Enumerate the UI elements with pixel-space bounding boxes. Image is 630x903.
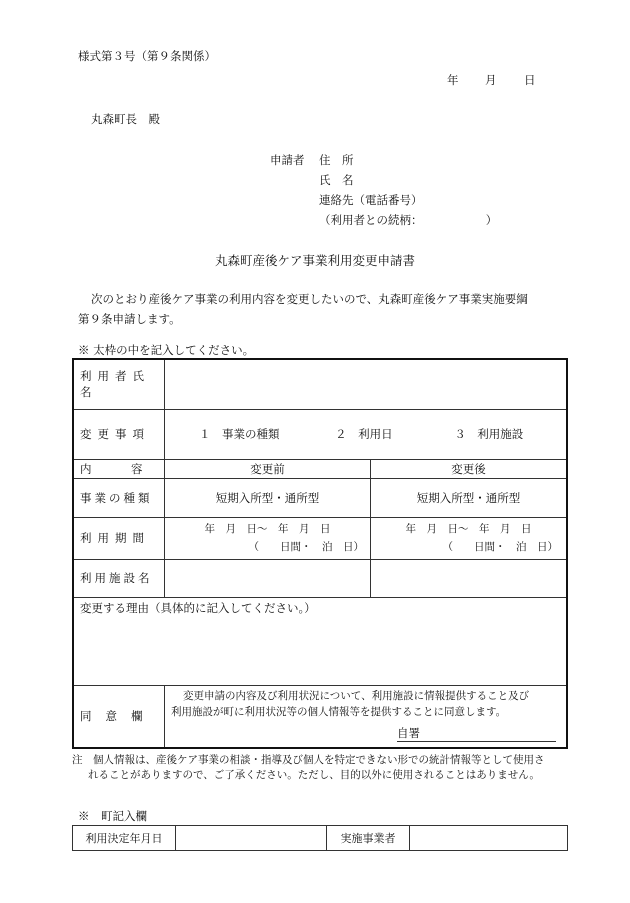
reason-label: 変更する理由（具体的に記入してください。） [80, 600, 316, 615]
town-section-title: ※ 町記入欄 [78, 809, 147, 823]
facility-after[interactable] [371, 559, 568, 597]
change-option-date[interactable]: ２ 利用日 [335, 427, 393, 441]
applicant-address-label: 住 所 [319, 153, 354, 167]
period-before-days: （ 日間・ 泊 日） [248, 541, 364, 553]
user-name-field[interactable] [165, 359, 568, 409]
form-number: 様式第３号（第９条関係） [78, 49, 216, 63]
period-after[interactable] [371, 517, 568, 559]
document-title: 丸森町産後ケア事業利用変更申請書 [214, 253, 415, 268]
applicant-relation-label: （利用者との続柄： ） [319, 213, 498, 227]
body-line-1: 次のとおり産後ケア事業の利用内容を変更したいので、丸森町産後ケア事業実施要綱 [91, 292, 528, 306]
after-header: 変更後 [371, 459, 568, 478]
date-day: 日 [524, 73, 536, 87]
decision-date-field[interactable] [176, 826, 327, 851]
period-after-days: （ 日間・ 泊 日） [442, 541, 558, 553]
change-item-label: 変更事項 [73, 409, 165, 459]
period-before-dates: 年 月 日～ 年 月 日 [204, 523, 331, 535]
date-year: 年 [447, 73, 459, 87]
change-option-facility[interactable]: ３ 利用施設 [454, 427, 524, 441]
body-line-2: 第９条申請します。 [78, 312, 181, 326]
date-month: 月 [485, 73, 497, 87]
service-type-label: 事業の種類 [73, 478, 165, 517]
note-line-1: 注 個人情報は、産後ケア事業の相談・指導及び個人を特定できない形での統計情報等として使用さ [72, 754, 545, 766]
service-type-before[interactable]: 短期入所型・通所型 [165, 478, 371, 517]
content-label: 内 容 [73, 459, 165, 478]
consent-text-2: 利用施設が町に利用状況等の個人情報等を提供することに同意します。 [171, 705, 507, 718]
period-after-dates: 年 月 日～ 年 月 日 [405, 523, 532, 535]
consent-label: 同意欄 [73, 685, 165, 748]
provider-label: 実施事業者 [327, 826, 410, 851]
facility-label: 利用施設名 [73, 559, 165, 597]
service-type-after[interactable]: 短期入所型・通所型 [371, 478, 568, 517]
period-label: 利用期間 [73, 517, 165, 559]
decision-date-label: 利用決定年月日 [73, 826, 176, 851]
signature-label: 自署 [397, 726, 420, 740]
provider-field[interactable] [410, 826, 568, 851]
applicant-label: 申請者 [270, 153, 305, 167]
addressee: 丸森町長 殿 [91, 112, 160, 126]
town-entry-table [72, 825, 568, 851]
application-form-table [72, 358, 568, 749]
instruction: ※ 太枠の中を記入してください。 [78, 343, 255, 357]
signature-line[interactable] [397, 725, 556, 742]
before-header: 変更前 [165, 459, 371, 478]
period-before[interactable] [165, 517, 371, 559]
consent-field[interactable] [165, 685, 568, 748]
reason-field[interactable] [73, 597, 567, 685]
applicant-contact-label: 連絡先（電話番号） [319, 193, 423, 207]
note-line-2: れることがありますので、ご了承ください。ただし、目的以外に使用されることはありません。 [88, 769, 540, 781]
applicant-name-label: 氏 名 [319, 173, 354, 187]
change-item-options[interactable] [165, 409, 568, 459]
consent-text-1: 変更申請の内容及び利用状況について、利用施設に情報提供すること及び [183, 689, 530, 702]
facility-before[interactable] [165, 559, 371, 597]
change-option-service-type[interactable]: １ 事業の種類 [199, 427, 280, 441]
user-name-label: 利用者氏名 [73, 359, 165, 409]
